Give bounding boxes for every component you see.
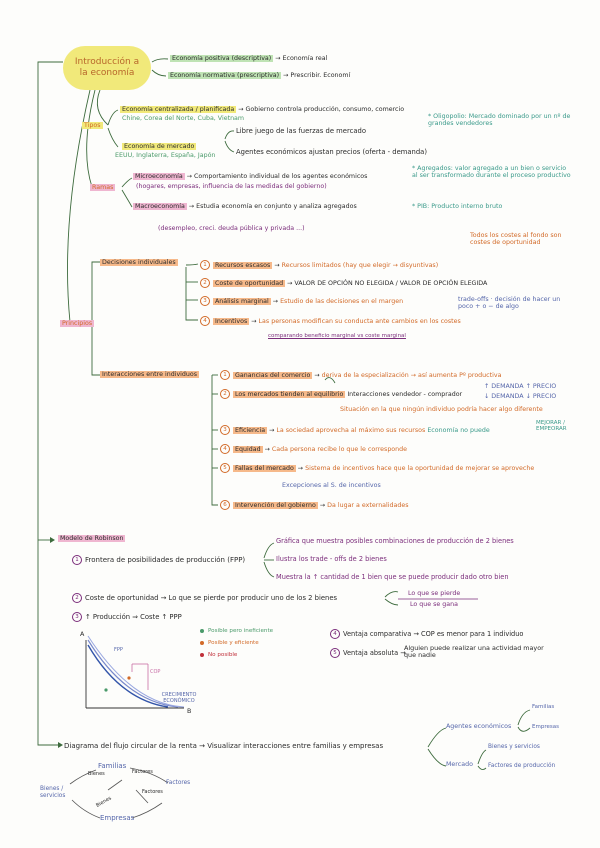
legend-b: Posible y eficiente <box>200 640 259 646</box>
empresas-label: Empresas <box>532 724 559 730</box>
d3-row: 3 Análisis marginal → Estudio de las decisiones en el margen <box>200 296 403 306</box>
coste-label: Coste de oportunidad <box>85 594 159 602</box>
d4-row: 4 Incentivos → Las personas modifican su conducta ante cambios en los costes <box>200 316 461 326</box>
graph-label-cop: COP <box>150 669 161 675</box>
i3-note: Economía no puede <box>427 427 490 434</box>
circ-bienes: Bienes / servicios <box>40 786 66 799</box>
graph-label-a: A <box>80 631 85 638</box>
i3-row: 3 Eficiencia → La sociedad aprovecha al máximo sus recursos Economía no puede <box>220 425 490 435</box>
circ-empresas: Empresas <box>100 814 135 822</box>
fpp-a: Gráfica que muestra posibles combinaciones de producción de 2 bienes <box>276 537 514 545</box>
point-efficient <box>127 676 130 679</box>
macro-to: Estudia economía en conjunto y analiza agregados <box>196 203 357 210</box>
circ-f1: Factores <box>132 769 153 775</box>
mercado-b: Agentes económicos ajustan precios (oferta - demanda) <box>236 148 427 156</box>
circ-b1: Bienes <box>88 771 105 777</box>
positiva-to: Economía real <box>282 55 328 62</box>
normativa-label: Economía normativa (prescriptiva) <box>170 72 280 79</box>
i6-row: 6 Intervención del gobierno → Da lugar a externalidades <box>220 500 409 510</box>
factores-label: Factores de producción <box>488 763 556 769</box>
centralizada-ex: Chine, Corea del Norte, Cuba, Vietnam <box>122 115 245 122</box>
macro-row: Macroeconomía → Estudia economía en conjunto y analiza agregados <box>135 203 357 210</box>
fpp-c: Muestra la ↑ cantidad de 1 bien que se puede producir dado otro bien <box>276 573 509 581</box>
legend-dot-red <box>200 653 204 657</box>
micro-label: Microeconomía <box>135 173 183 180</box>
prod-label: ↑ Producción ⇒ Coste ↑ PPP <box>85 613 182 621</box>
note-pib: * PIB: Producto interno bruto <box>412 203 503 210</box>
i2-sub: Situación en la que ningún individuo podría hacer algo diferente <box>340 406 543 413</box>
d2-row: 2 Coste de oportunidad → VALOR DE OPCIÓN NO ELEGIDA / VALOR DE OPCIÓN ELEGIDA <box>200 278 487 288</box>
frac-den: Lo que se gana <box>410 601 458 608</box>
ventaja-abs-to: Alguien puede realizar una actividad mayor que nadie <box>404 644 544 660</box>
main-topic-bubble <box>63 46 151 90</box>
i3-note2: MEJORAR / EMPEORAR <box>536 420 567 433</box>
ventaja-abs-row: 5 Ventaja absoluta → <box>330 648 406 658</box>
d1-label: Recursos escasos <box>215 262 271 269</box>
i5-to: Sistema de incentivos hace que la oportunidad de mejorar se aproveche <box>305 465 535 472</box>
positiva-row: Economía positiva (descriptiva) → Economía real <box>172 55 328 62</box>
i1-to: deriva de la especialización → así aumenta Pº productiva <box>321 372 502 379</box>
coste-to: Lo que se pierde por producir uno de los 2 bienes <box>168 594 338 602</box>
legend-a: Posible pero ineficiente <box>200 628 273 634</box>
positiva-label: Economía positiva (descriptiva) <box>172 55 272 62</box>
i2-up: ↑ DEMANDA ↑ PRECIO <box>484 383 557 390</box>
d2-to: VALOR DE OPCIÓN NO ELEGIDA / VALOR DE OPCIÓN ELEGIDA <box>294 280 488 287</box>
fpp-row: 1 Frontera de posibilidades de producción (FPP) <box>72 555 245 565</box>
macro-ex: (desempleo, creci. deuda pública y privada ...) <box>158 225 305 232</box>
i2-dn: ↓ DEMANDA ↓ PRECIO <box>484 393 557 400</box>
mercado-label: Mercado <box>446 761 473 768</box>
frac-num: Lo que se pierde <box>408 590 461 597</box>
note-oligopolio: * Oligopolio: Mercado dominado por un nº de grandes vendedores <box>428 113 571 128</box>
micro-row: Microeconomía → Comportamiento individual de los agentes económicos <box>135 173 368 180</box>
d3-note: trade-offs · decisión de hacer un poco + o − de algo <box>458 296 561 311</box>
normativa-row: Economía normativa (prescriptiva) → Prescribir. Economí <box>170 72 351 79</box>
point-inefficient <box>104 688 107 691</box>
i6-to: Da lugar a externalidades <box>327 502 409 509</box>
graph-label-b: B <box>187 708 192 715</box>
title-line-1: Introducción a <box>74 57 140 68</box>
note-agregados: * Agregados: valor agregado a un bien o servicio al ser transformado durante el proceso productivo <box>412 165 571 180</box>
note-costes: Todos los costes al fondo son costes de oportunidad <box>470 232 562 247</box>
i3-label: Eficiencia <box>235 427 266 434</box>
macro-label: Macroeconomía <box>135 203 185 210</box>
diagrama-label: Diagrama del flujo circular de la renta <box>64 742 197 750</box>
ventaja-abs-label: Ventaja absoluta <box>343 649 399 657</box>
mercado-label: Economía de mercado <box>124 143 195 150</box>
i4-to: Cada persona recibe lo que le corresponde <box>271 446 408 453</box>
centralizada-label: Economía centralizada / planificada <box>122 106 235 113</box>
i2-label: Los mercados tienden al equilibrio <box>235 391 344 398</box>
d3-label: Análisis marginal <box>215 298 269 305</box>
legend-c: No posible <box>200 652 237 658</box>
circ-b2: Bienes <box>95 795 113 809</box>
i5-sub: Excepciones al S. de incentivos <box>282 482 381 489</box>
mercado-ex: EEUU, Inglaterra, España, Japón <box>115 152 216 159</box>
i2-to: Interacciones vendedor - comprador <box>347 391 463 398</box>
i1-row: 1 Ganancias del comercio → deriva de la especialización → así aumenta Pº productiva <box>220 370 501 380</box>
decisiones-label: Decisiones individuales <box>102 259 176 266</box>
principios-label: Principios <box>62 320 93 327</box>
i1-label: Ganancias del comercio <box>235 372 311 379</box>
ventaja-comp-to: COP es menor para 1 individuo <box>420 630 524 638</box>
title-line-2: la economía <box>79 68 135 78</box>
i3-to: La sociedad aprovecha al máximo sus recursos <box>276 427 426 434</box>
i4-row: 4 Equidad → Cada persona recibe lo que le corresponde <box>220 444 407 454</box>
tipos-label: Tipos <box>84 122 101 129</box>
d3-to: Estudio de las decisiones en el margen <box>280 298 404 305</box>
diagrama-row: Diagrama del flujo circular de la renta → Visualizar interacciones entre familias y empresas <box>64 742 384 750</box>
fpp-label: Frontera de posibilidades de producción (FPP) <box>85 556 246 564</box>
i6-label: Intervención del gobierno <box>235 502 316 509</box>
circ-familias: Familias <box>98 762 127 770</box>
i5-row: 5 Fallas del mercado → Sistema de incentivos hace que la oportunidad de mejorar se aproveche <box>220 463 534 473</box>
agentes-label: Agentes económicos <box>446 723 512 730</box>
i4-label: Equidad <box>235 446 261 453</box>
fpp-b: Ilustra los trade - offs de 2 bienes <box>276 555 387 563</box>
bienes-label: Bienes y servicios <box>488 744 540 750</box>
graph-label-fpp: FPP <box>114 647 123 653</box>
circ-factores: Factores <box>166 780 191 786</box>
micro-to: Comportamiento individual de los agentes económicos <box>194 173 368 180</box>
centralizada-to: Gobierno controla producción, consumo, comercio <box>245 106 405 113</box>
d4-sub: comparando beneficio marginal vs coste marginal <box>268 333 406 339</box>
d2-label: Coste de oportunidad <box>215 280 284 287</box>
micro-ex: (hogares, empresas, influencia de las medidas del gobierno) <box>136 183 327 190</box>
normativa-to: Prescribir. Economí <box>290 72 351 79</box>
i5-label: Fallas del mercado <box>235 465 294 472</box>
d4-to: Las personas modifican su conducta ante cambios en los costes <box>258 318 461 325</box>
ventaja-comp-label: Ventaja comparativa <box>343 630 412 638</box>
centralizada-row: Economía centralizada / planificada → Gobierno controla producción, consumo, comercio <box>122 106 405 113</box>
graph-label-crec: CRECIMIENTO ECONÓMICO <box>161 692 197 704</box>
i2-row: 2 Los mercados tienden al equilibrio Interacciones vendedor - comprador <box>220 389 462 399</box>
d1-row: 1 Recursos escasos → Recursos limitados (hay que elegir → disyuntivas) <box>200 260 438 270</box>
legend-dot-orange <box>200 641 204 645</box>
d1-to: Recursos limitados (hay que elegir → disyuntivas) <box>281 262 439 269</box>
interacciones-label: Interacciones entre individuos <box>102 371 198 378</box>
d4-label: Incentivos <box>215 318 248 325</box>
circ-f2: Factores <box>142 789 163 795</box>
ramas-label: Ramas <box>92 184 114 191</box>
coste-row: 2 Coste de oportunidad → Lo que se pierde por producir uno de los 2 bienes <box>72 593 337 603</box>
legend-dot-green <box>200 629 204 633</box>
diagrama-to: Visualizar interacciones entre familias y empresas <box>207 742 384 750</box>
ventaja-comp-row: 4 Ventaja comparativa → COP es menor para 1 individuo <box>330 629 523 639</box>
prod-row: 3 ↑ Producción ⇒ Coste ↑ PPP <box>72 612 182 622</box>
mercado-a: Libre juego de las fuerzas de mercado <box>236 127 366 135</box>
familias-label: Familias <box>532 704 555 710</box>
modelo-label: Modelo de Robinson <box>60 535 124 542</box>
